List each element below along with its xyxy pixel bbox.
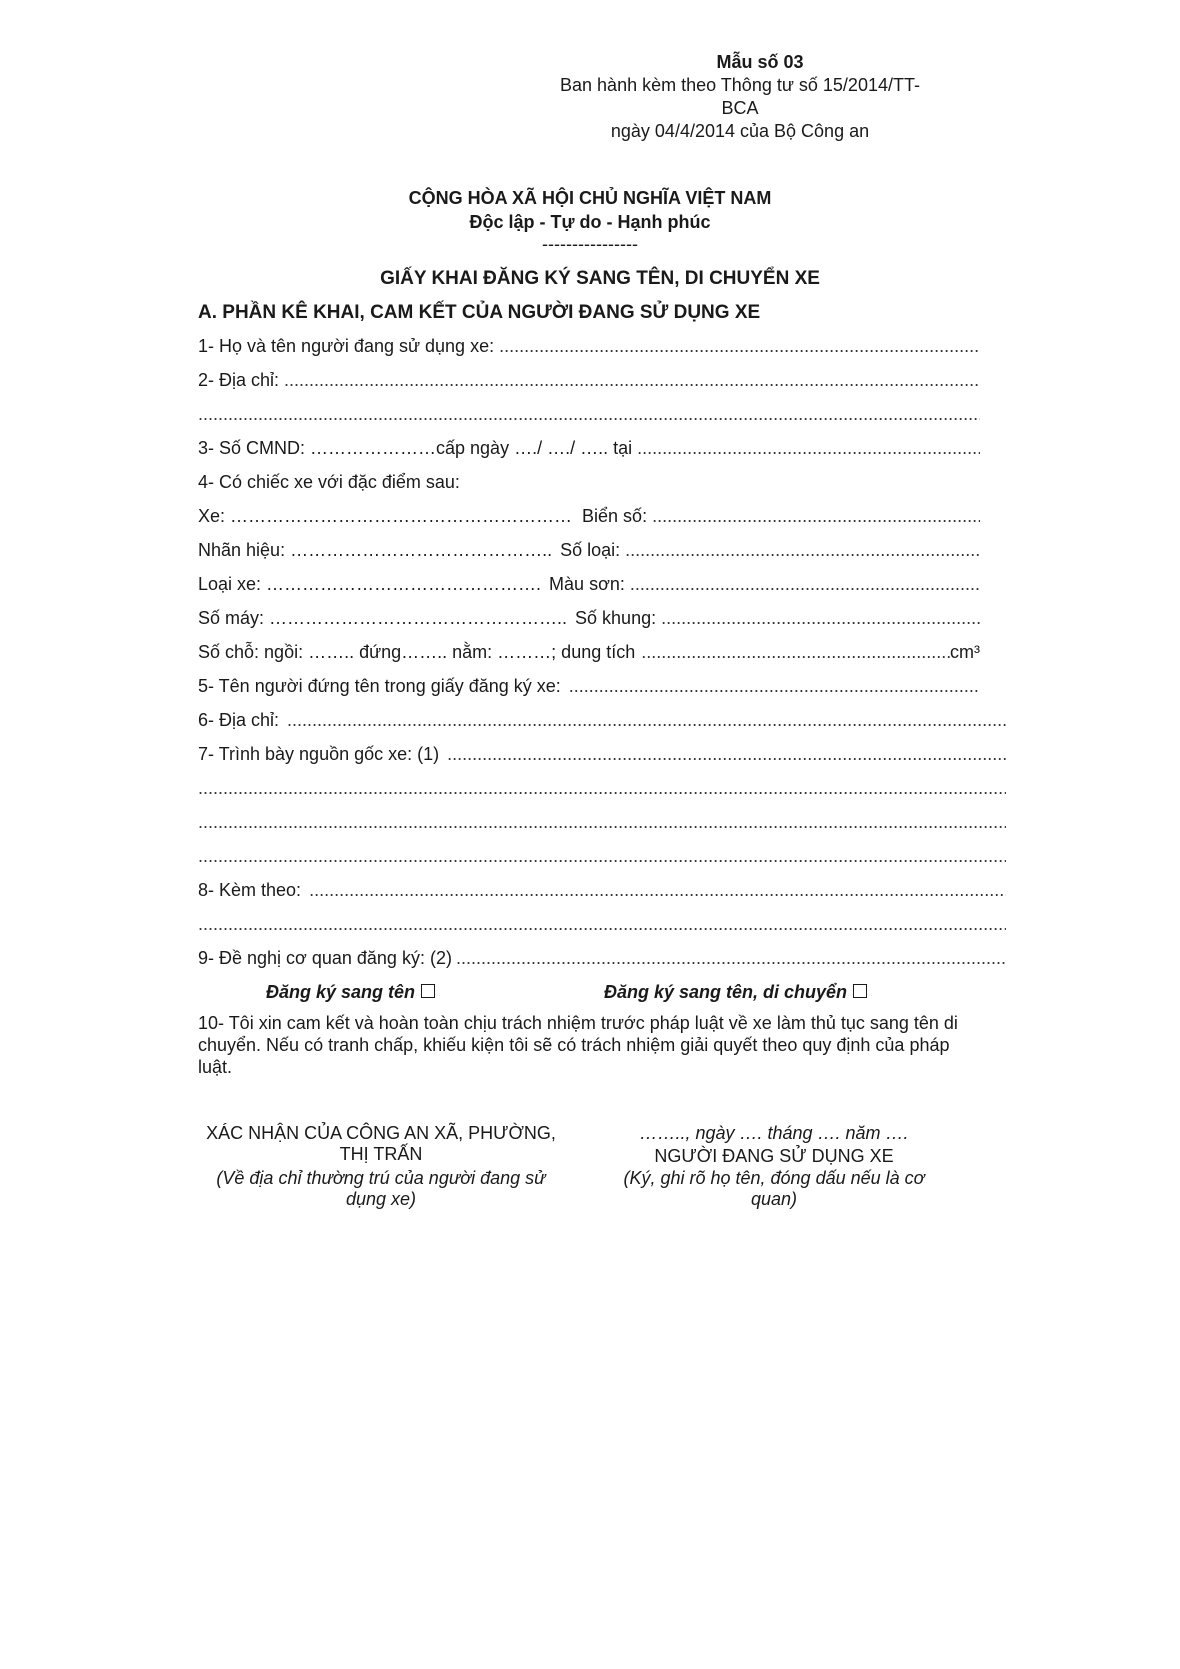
field-vehicle-origin [198,744,1006,766]
attachments-blank-2[interactable] [198,914,1006,935]
right-signature-title: NGƯỜI ĐANG SỬ DỤNG XE [654,1146,894,1166]
dung-tich-blank[interactable] [641,642,950,663]
mau-son-label: Màu sơn: [549,574,625,594]
origin-blank-3[interactable] [198,812,1006,833]
nhan-hieu-label[interactable]: Nhãn hiệu: …………………………………….. [198,540,553,560]
form-number: Mẫu số 03 [716,52,804,72]
separator: ---------------- [542,234,638,254]
cm3-unit: cm³ [950,642,980,662]
field-registration-office [198,948,1006,970]
left-signature-title: XÁC NHẬN CỦA CÔNG AN XÃ, PHƯỜNG, THỊ TRẤN [206,1123,556,1164]
nation-name: CỘNG HÒA XÃ HỘI CHỦ NGHĨA VIỆT NAM [408,188,772,208]
attachments-line-2 [198,914,1006,936]
issued-by-line-2: BCA [721,98,759,118]
left-signature-note: (Về địa chỉ thường trú của người đang sử dụng xe) [216,1168,546,1209]
so-khung-blank[interactable] [656,608,980,629]
bien-so-blank[interactable] [647,506,980,527]
option-transfer-move[interactable] [604,982,867,1003]
field-user-name [198,336,980,358]
field-attachments [198,880,1006,902]
row-xe [198,506,980,528]
so-khung-label: Số khung: [575,608,657,628]
so-may-label[interactable]: Số máy: ………………………………………….. [198,608,568,628]
origin-blank-2[interactable] [198,778,1006,799]
field-id-card-label: 3- Số CMND: …………………cấp ngày …./ …./ ….. tại [198,438,633,458]
attachments-label: 8- Kèm theo: [198,880,302,900]
option-transfer-move-label: Đăng ký sang tên, di chuyển [604,982,848,1002]
xe-label[interactable]: Xe: ………………………………………………… [198,506,573,526]
field-address-continued [198,404,980,426]
so-loai-blank[interactable] [620,540,980,561]
right-signature-date: …….., ngày …. tháng …. năm …. [639,1123,909,1143]
field-id-card-blank[interactable] [632,438,980,459]
origin-line-2 [198,778,1006,800]
field-id-card [198,438,980,460]
registration-office-blank[interactable] [456,948,1006,969]
row-loai-xe [198,574,980,596]
origin-line-3 [198,812,1006,834]
checkbox-transfer[interactable] [421,984,435,998]
nation-motto: Độc lập - Tự do - Hạnh phúc [469,212,711,232]
checkbox-transfer-move[interactable] [853,984,867,998]
row-so-may [198,608,980,630]
field-owner-address [198,710,1006,732]
bien-so-label: Biển số: [582,506,648,526]
origin-line-4 [198,846,1006,868]
field-vehicle-features: 4- Có chiếc xe với đặc điểm sau: [198,472,460,492]
field-user-name-blank[interactable] [494,336,980,357]
right-signature-note: (Ký, ghi rõ họ tên, đóng dấu nếu là cơ quan) [623,1168,925,1209]
field-address [198,370,980,392]
field-registered-owner [198,676,980,698]
field-address-label: 2- Địa chỉ: [198,370,280,390]
loai-xe-label[interactable]: Loại xe: ………………………………………. [198,574,542,594]
so-cho-label[interactable]: Số chỗ: ngồi: …….. đứng…….. nằm: ………; dung tích [198,642,636,662]
vehicle-origin-blank[interactable] [447,744,1006,765]
mau-son-blank[interactable] [625,574,980,595]
field-user-name-label: 1- Họ và tên người đang sử dụng xe: [198,336,495,356]
registration-office-label: 9- Đề nghị cơ quan đăng ký: (2) [198,948,452,968]
so-loai-label: Số loại: [560,540,621,560]
field-address-blank[interactable] [279,370,980,391]
attachments-blank[interactable] [309,880,1006,901]
origin-blank-4[interactable] [198,846,1006,867]
issued-by-line-1: Ban hành kèm theo Thông tư số 15/2014/TT- [560,75,920,95]
field-address-blank-2[interactable] [198,404,980,425]
registered-owner-label: 5- Tên người đứng tên trong giấy đăng ký xe: [198,676,561,696]
registered-owner-blank[interactable] [569,676,980,697]
owner-address-label: 6- Địa chỉ: [198,710,280,730]
owner-address-blank[interactable] [287,710,1006,731]
option-transfer-label: Đăng ký sang tên [266,982,416,1002]
commitment-text: 10- Tôi xin cam kết và hoàn toàn chịu trách nhiệm trước pháp luật về xe làm thủ tục sang tên di chuyển. Nếu có tranh chấp, khiếu kiện tôi sẽ có trách nhiệm giải quyết theo quy định của pháp luật. [198,1013,958,1077]
option-transfer[interactable] [266,982,435,1003]
row-nhan-hieu [198,540,980,562]
section-a-heading: A. PHẦN KÊ KHAI, CAM KẾT CỦA NGƯỜI ĐANG SỬ DỤNG XE [198,302,761,323]
issued-by-line-3: ngày 04/4/2014 của Bộ Công an [610,121,870,141]
vehicle-origin-label: 7- Trình bày nguồn gốc xe: (1) [198,744,440,764]
document-title: GIẤY KHAI ĐĂNG KÝ SANG TÊN, DI CHUYỂN XE [380,268,820,289]
row-so-cho [198,642,980,664]
